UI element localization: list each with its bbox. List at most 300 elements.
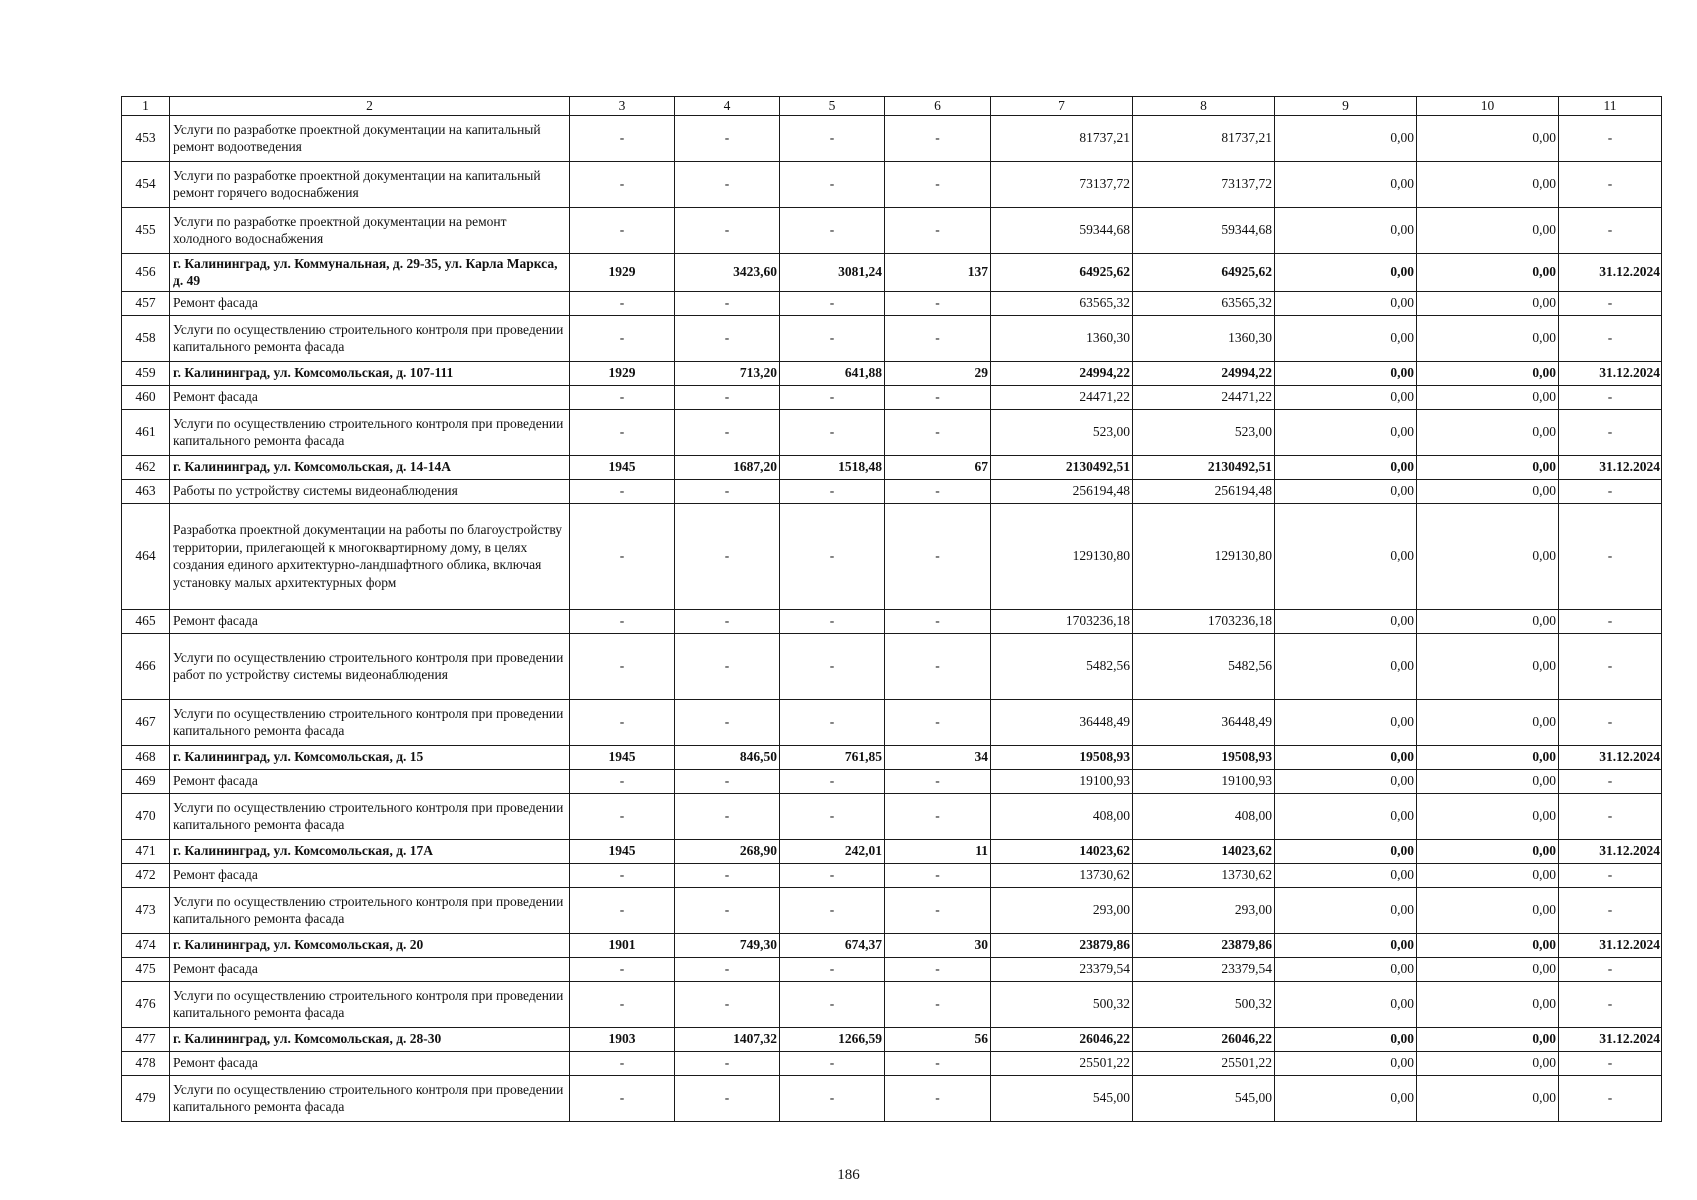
total-cost-cell: 23379,54 (991, 957, 1133, 981)
year-cell: 1903 (570, 1027, 675, 1051)
fund-cost-cell: 36448,49 (1133, 699, 1275, 745)
total-cost-cell: 23879,86 (991, 933, 1133, 957)
budget-cost-cell: 0,00 (1275, 863, 1417, 887)
year-cell: - (570, 793, 675, 839)
row-number: 477 (122, 1027, 170, 1051)
year-cell: 1901 (570, 933, 675, 957)
owner-cost-cell: 0,00 (1417, 1075, 1559, 1121)
budget-cost-cell: 0,00 (1275, 887, 1417, 933)
fund-cost-cell: 23879,86 (1133, 933, 1275, 957)
row-description: г. Калининград, ул. Комсомольская, д. 17А (170, 839, 570, 863)
year-cell: - (570, 957, 675, 981)
total-area-cell: - (675, 793, 780, 839)
living-area-cell: - (780, 1075, 885, 1121)
budget-cost-cell: 0,00 (1275, 699, 1417, 745)
year-cell: 1929 (570, 253, 675, 291)
owner-cost-cell: 0,00 (1417, 699, 1559, 745)
table-row (122, 1075, 1662, 1121)
row-description: Ремонт фасада (170, 863, 570, 887)
completion-date-cell: - (1559, 161, 1662, 207)
fund-cost-cell: 1703236,18 (1133, 609, 1275, 633)
row-description: Услуги по осуществлению строительного контроля при проведении капитального ремонта фасада (170, 793, 570, 839)
residents-cell: - (885, 957, 991, 981)
fund-cost-cell: 59344,68 (1133, 207, 1275, 253)
total-area-cell: 3423,60 (675, 253, 780, 291)
capital-repair-table (121, 96, 1662, 1122)
living-area-cell: - (780, 887, 885, 933)
completion-date-cell: 31.12.2024 (1559, 933, 1662, 957)
fund-cost-cell: 26046,22 (1133, 1027, 1275, 1051)
row-number: 453 (122, 115, 170, 161)
living-area-cell: 641,88 (780, 361, 885, 385)
fund-cost-cell: 523,00 (1133, 409, 1275, 455)
owner-cost-cell: 0,00 (1417, 455, 1559, 479)
total-area-cell: - (675, 115, 780, 161)
total-cost-cell: 64925,62 (991, 253, 1133, 291)
table-row (122, 1027, 1662, 1051)
budget-cost-cell: 0,00 (1275, 633, 1417, 699)
row-description: Ремонт фасада (170, 957, 570, 981)
column-header-3: 3 (570, 97, 675, 116)
budget-cost-cell: 0,00 (1275, 609, 1417, 633)
total-cost-cell: 545,00 (991, 1075, 1133, 1121)
total-cost-cell: 408,00 (991, 793, 1133, 839)
owner-cost-cell: 0,00 (1417, 633, 1559, 699)
total-area-cell: - (675, 699, 780, 745)
table-row (122, 503, 1662, 609)
total-cost-cell: 256194,48 (991, 479, 1133, 503)
total-area-cell: - (675, 863, 780, 887)
total-cost-cell: 1360,30 (991, 315, 1133, 361)
living-area-cell: - (780, 633, 885, 699)
completion-date-cell: 31.12.2024 (1559, 1027, 1662, 1051)
completion-date-cell: - (1559, 1051, 1662, 1075)
row-number: 463 (122, 479, 170, 503)
fund-cost-cell: 81737,21 (1133, 115, 1275, 161)
column-header-6: 6 (885, 97, 991, 116)
row-description: Услуги по разработке проектной документации на ремонт холодного водоснабжения (170, 207, 570, 253)
table-row (122, 793, 1662, 839)
living-area-cell: 1266,59 (780, 1027, 885, 1051)
fund-cost-cell: 63565,32 (1133, 291, 1275, 315)
owner-cost-cell: 0,00 (1417, 361, 1559, 385)
total-cost-cell: 19508,93 (991, 745, 1133, 769)
total-area-cell: 1407,32 (675, 1027, 780, 1051)
table-row (122, 863, 1662, 887)
row-number: 462 (122, 455, 170, 479)
total-cost-cell: 14023,62 (991, 839, 1133, 863)
fund-cost-cell: 545,00 (1133, 1075, 1275, 1121)
column-header-10: 10 (1417, 97, 1559, 116)
residents-cell: - (885, 609, 991, 633)
living-area-cell: - (780, 161, 885, 207)
residents-cell: - (885, 315, 991, 361)
budget-cost-cell: 0,00 (1275, 315, 1417, 361)
table-row (122, 633, 1662, 699)
year-cell: 1929 (570, 361, 675, 385)
owner-cost-cell: 0,00 (1417, 933, 1559, 957)
fund-cost-cell: 23379,54 (1133, 957, 1275, 981)
total-cost-cell: 63565,32 (991, 291, 1133, 315)
table-row (122, 609, 1662, 633)
residents-cell: - (885, 863, 991, 887)
total-area-cell: - (675, 385, 780, 409)
row-number: 454 (122, 161, 170, 207)
row-number: 474 (122, 933, 170, 957)
total-area-cell: - (675, 291, 780, 315)
row-description: Услуги по осуществлению строительного контроля при проведении капитального ремонта фасада (170, 699, 570, 745)
table-row (122, 479, 1662, 503)
total-area-cell: 713,20 (675, 361, 780, 385)
row-description: г. Калининград, ул. Коммунальная, д. 29-35, ул. Карла Маркса, д. 49 (170, 253, 570, 291)
table-row (122, 385, 1662, 409)
residents-cell: - (885, 981, 991, 1027)
completion-date-cell: - (1559, 207, 1662, 253)
budget-cost-cell: 0,00 (1275, 957, 1417, 981)
year-cell: - (570, 699, 675, 745)
living-area-cell: - (780, 479, 885, 503)
table-row (122, 957, 1662, 981)
owner-cost-cell: 0,00 (1417, 887, 1559, 933)
total-area-cell: - (675, 1051, 780, 1075)
total-area-cell: - (675, 957, 780, 981)
living-area-cell: - (780, 769, 885, 793)
residents-cell: - (885, 291, 991, 315)
owner-cost-cell: 0,00 (1417, 161, 1559, 207)
completion-date-cell: - (1559, 115, 1662, 161)
budget-cost-cell: 0,00 (1275, 503, 1417, 609)
fund-cost-cell: 293,00 (1133, 887, 1275, 933)
owner-cost-cell: 0,00 (1417, 1051, 1559, 1075)
total-area-cell: - (675, 161, 780, 207)
row-description: Ремонт фасада (170, 385, 570, 409)
row-number: 458 (122, 315, 170, 361)
budget-cost-cell: 0,00 (1275, 455, 1417, 479)
owner-cost-cell: 0,00 (1417, 745, 1559, 769)
owner-cost-cell: 0,00 (1417, 793, 1559, 839)
budget-cost-cell: 0,00 (1275, 981, 1417, 1027)
budget-cost-cell: 0,00 (1275, 769, 1417, 793)
budget-cost-cell: 0,00 (1275, 1075, 1417, 1121)
column-header-1: 1 (122, 97, 170, 116)
budget-cost-cell: 0,00 (1275, 161, 1417, 207)
total-cost-cell: 500,32 (991, 981, 1133, 1027)
fund-cost-cell: 73137,72 (1133, 161, 1275, 207)
page-number: 186 (837, 1167, 860, 1183)
column-header-8: 8 (1133, 97, 1275, 116)
row-description: Ремонт фасада (170, 609, 570, 633)
table-row (122, 253, 1662, 291)
total-area-cell: - (675, 503, 780, 609)
table-row (122, 315, 1662, 361)
total-cost-cell: 129130,80 (991, 503, 1133, 609)
residents-cell: - (885, 633, 991, 699)
completion-date-cell: - (1559, 981, 1662, 1027)
row-description: Услуги по разработке проектной документации на капитальный ремонт водоотведения (170, 115, 570, 161)
living-area-cell: 242,01 (780, 839, 885, 863)
owner-cost-cell: 0,00 (1417, 839, 1559, 863)
total-cost-cell: 26046,22 (991, 1027, 1133, 1051)
residents-cell: 56 (885, 1027, 991, 1051)
row-number: 476 (122, 981, 170, 1027)
residents-cell: 11 (885, 839, 991, 863)
owner-cost-cell: 0,00 (1417, 409, 1559, 455)
row-description: Услуги по осуществлению строительного контроля при проведении капитального ремонта фасада (170, 981, 570, 1027)
year-cell: 1945 (570, 839, 675, 863)
owner-cost-cell: 0,00 (1417, 315, 1559, 361)
total-area-cell: - (675, 633, 780, 699)
row-description: Ремонт фасада (170, 1051, 570, 1075)
living-area-cell: - (780, 385, 885, 409)
completion-date-cell: - (1559, 385, 1662, 409)
row-number: 457 (122, 291, 170, 315)
completion-date-cell: 31.12.2024 (1559, 455, 1662, 479)
total-area-cell: 1687,20 (675, 455, 780, 479)
row-number: 460 (122, 385, 170, 409)
table-row (122, 981, 1662, 1027)
table-row (122, 769, 1662, 793)
fund-cost-cell: 5482,56 (1133, 633, 1275, 699)
total-cost-cell: 13730,62 (991, 863, 1133, 887)
fund-cost-cell: 25501,22 (1133, 1051, 1275, 1075)
owner-cost-cell: 0,00 (1417, 609, 1559, 633)
owner-cost-cell: 0,00 (1417, 957, 1559, 981)
row-description: г. Калининград, ул. Комсомольская, д. 20 (170, 933, 570, 957)
budget-cost-cell: 0,00 (1275, 253, 1417, 291)
fund-cost-cell: 24994,22 (1133, 361, 1275, 385)
budget-cost-cell: 0,00 (1275, 385, 1417, 409)
year-cell: - (570, 315, 675, 361)
residents-cell: 137 (885, 253, 991, 291)
year-cell: - (570, 887, 675, 933)
owner-cost-cell: 0,00 (1417, 115, 1559, 161)
row-description: Услуги по осуществлению строительного контроля при проведении капитального ремонта фасада (170, 1075, 570, 1121)
residents-cell: 67 (885, 455, 991, 479)
row-number: 464 (122, 503, 170, 609)
living-area-cell: - (780, 315, 885, 361)
row-description: Работы по устройству системы видеонаблюдения (170, 479, 570, 503)
table-row (122, 933, 1662, 957)
table-row (122, 161, 1662, 207)
year-cell: - (570, 385, 675, 409)
row-description: г. Калининград, ул. Комсомольская, д. 14-14А (170, 455, 570, 479)
living-area-cell: - (780, 115, 885, 161)
total-cost-cell: 25501,22 (991, 1051, 1133, 1075)
owner-cost-cell: 0,00 (1417, 1027, 1559, 1051)
column-header-4: 4 (675, 97, 780, 116)
total-area-cell: - (675, 609, 780, 633)
budget-cost-cell: 0,00 (1275, 1051, 1417, 1075)
completion-date-cell: - (1559, 793, 1662, 839)
completion-date-cell: - (1559, 609, 1662, 633)
completion-date-cell: - (1559, 957, 1662, 981)
total-cost-cell: 2130492,51 (991, 455, 1133, 479)
row-number: 471 (122, 839, 170, 863)
residents-cell: - (885, 409, 991, 455)
row-number: 470 (122, 793, 170, 839)
year-cell: - (570, 1051, 675, 1075)
table-row (122, 207, 1662, 253)
table-row (122, 115, 1662, 161)
row-description: г. Калининград, ул. Комсомольская, д. 28-30 (170, 1027, 570, 1051)
residents-cell: - (885, 793, 991, 839)
completion-date-cell: - (1559, 633, 1662, 699)
table-body (122, 115, 1662, 1121)
table-row (122, 409, 1662, 455)
total-area-cell: 846,50 (675, 745, 780, 769)
residents-cell: - (885, 479, 991, 503)
total-area-cell: 268,90 (675, 839, 780, 863)
residents-cell: - (885, 115, 991, 161)
budget-cost-cell: 0,00 (1275, 745, 1417, 769)
living-area-cell: - (780, 503, 885, 609)
residents-cell: 34 (885, 745, 991, 769)
table-row (122, 745, 1662, 769)
table-row (122, 839, 1662, 863)
row-number: 478 (122, 1051, 170, 1075)
column-header-5: 5 (780, 97, 885, 116)
fund-cost-cell: 19100,93 (1133, 769, 1275, 793)
residents-cell: - (885, 699, 991, 745)
year-cell: - (570, 291, 675, 315)
year-cell: - (570, 161, 675, 207)
owner-cost-cell: 0,00 (1417, 503, 1559, 609)
row-number: 479 (122, 1075, 170, 1121)
document-table-container (121, 96, 1661, 1122)
completion-date-cell: - (1559, 315, 1662, 361)
row-number: 475 (122, 957, 170, 981)
completion-date-cell: 31.12.2024 (1559, 745, 1662, 769)
owner-cost-cell: 0,00 (1417, 207, 1559, 253)
residents-cell: - (885, 769, 991, 793)
budget-cost-cell: 0,00 (1275, 479, 1417, 503)
row-description: Ремонт фасада (170, 291, 570, 315)
total-area-cell: - (675, 1075, 780, 1121)
row-description: Услуги по осуществлению строительного контроля при проведении капитального ремонта фасада (170, 315, 570, 361)
row-number: 469 (122, 769, 170, 793)
year-cell: - (570, 609, 675, 633)
completion-date-cell: - (1559, 863, 1662, 887)
total-cost-cell: 59344,68 (991, 207, 1133, 253)
total-area-cell: 749,30 (675, 933, 780, 957)
living-area-cell: 761,85 (780, 745, 885, 769)
row-number: 468 (122, 745, 170, 769)
fund-cost-cell: 2130492,51 (1133, 455, 1275, 479)
fund-cost-cell: 19508,93 (1133, 745, 1275, 769)
row-number: 467 (122, 699, 170, 745)
total-area-cell: - (675, 981, 780, 1027)
living-area-cell: - (780, 957, 885, 981)
fund-cost-cell: 64925,62 (1133, 253, 1275, 291)
fund-cost-cell: 408,00 (1133, 793, 1275, 839)
living-area-cell: - (780, 409, 885, 455)
column-header-2: 2 (170, 97, 570, 116)
living-area-cell: - (780, 863, 885, 887)
column-header-11: 11 (1559, 97, 1662, 116)
row-description: Услуги по осуществлению строительного контроля при проведении работ по устройству системы видеонаблюдения (170, 633, 570, 699)
completion-date-cell: - (1559, 1075, 1662, 1121)
year-cell: 1945 (570, 455, 675, 479)
budget-cost-cell: 0,00 (1275, 115, 1417, 161)
year-cell: - (570, 863, 675, 887)
year-cell: - (570, 207, 675, 253)
fund-cost-cell: 256194,48 (1133, 479, 1275, 503)
total-cost-cell: 24471,22 (991, 385, 1133, 409)
row-description: г. Калининград, ул. Комсомольская, д. 107-111 (170, 361, 570, 385)
table-row (122, 291, 1662, 315)
total-cost-cell: 293,00 (991, 887, 1133, 933)
fund-cost-cell: 13730,62 (1133, 863, 1275, 887)
year-cell: - (570, 479, 675, 503)
row-number: 459 (122, 361, 170, 385)
budget-cost-cell: 0,00 (1275, 409, 1417, 455)
residents-cell: - (885, 385, 991, 409)
fund-cost-cell: 24471,22 (1133, 385, 1275, 409)
fund-cost-cell: 14023,62 (1133, 839, 1275, 863)
owner-cost-cell: 0,00 (1417, 769, 1559, 793)
living-area-cell: - (780, 793, 885, 839)
budget-cost-cell: 0,00 (1275, 291, 1417, 315)
row-number: 473 (122, 887, 170, 933)
living-area-cell: 3081,24 (780, 253, 885, 291)
completion-date-cell: 31.12.2024 (1559, 839, 1662, 863)
total-cost-cell: 523,00 (991, 409, 1133, 455)
year-cell: - (570, 1075, 675, 1121)
owner-cost-cell: 0,00 (1417, 291, 1559, 315)
living-area-cell: - (780, 981, 885, 1027)
budget-cost-cell: 0,00 (1275, 1027, 1417, 1051)
row-number: 472 (122, 863, 170, 887)
living-area-cell: 674,37 (780, 933, 885, 957)
owner-cost-cell: 0,00 (1417, 479, 1559, 503)
table-row (122, 455, 1662, 479)
budget-cost-cell: 0,00 (1275, 207, 1417, 253)
row-description: Ремонт фасада (170, 769, 570, 793)
completion-date-cell: - (1559, 769, 1662, 793)
owner-cost-cell: 0,00 (1417, 385, 1559, 409)
column-header-7: 7 (991, 97, 1133, 116)
year-cell: 1945 (570, 745, 675, 769)
row-description: Услуги по осуществлению строительного контроля при проведении капитального ремонта фасада (170, 887, 570, 933)
completion-date-cell: - (1559, 699, 1662, 745)
budget-cost-cell: 0,00 (1275, 793, 1417, 839)
year-cell: - (570, 981, 675, 1027)
budget-cost-cell: 0,00 (1275, 839, 1417, 863)
total-cost-cell: 5482,56 (991, 633, 1133, 699)
year-cell: - (570, 409, 675, 455)
row-number: 466 (122, 633, 170, 699)
year-cell: - (570, 633, 675, 699)
table-row (122, 699, 1662, 745)
living-area-cell: - (780, 699, 885, 745)
total-area-cell: - (675, 479, 780, 503)
completion-date-cell: - (1559, 479, 1662, 503)
total-area-cell: - (675, 887, 780, 933)
completion-date-cell: - (1559, 887, 1662, 933)
owner-cost-cell: 0,00 (1417, 863, 1559, 887)
row-number: 465 (122, 609, 170, 633)
fund-cost-cell: 129130,80 (1133, 503, 1275, 609)
row-number: 461 (122, 409, 170, 455)
row-number: 455 (122, 207, 170, 253)
completion-date-cell: 31.12.2024 (1559, 361, 1662, 385)
living-area-cell: - (780, 609, 885, 633)
table-row (122, 1051, 1662, 1075)
year-cell: - (570, 115, 675, 161)
fund-cost-cell: 1360,30 (1133, 315, 1275, 361)
total-cost-cell: 24994,22 (991, 361, 1133, 385)
completion-date-cell: - (1559, 291, 1662, 315)
